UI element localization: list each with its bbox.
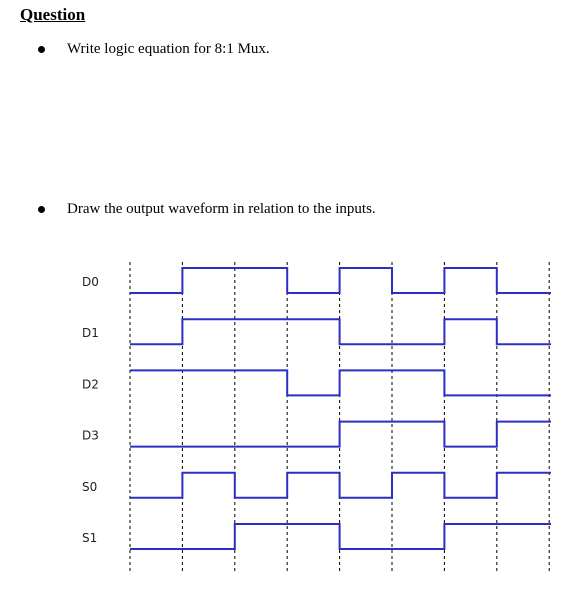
waveform-d0 [130, 268, 551, 293]
waveform-d3 [130, 422, 551, 447]
signal-label-d0: D0 [82, 275, 99, 289]
signal-label-d1: D1 [82, 326, 99, 341]
question-text-2: Draw the output waveform in relation to the inputs. [67, 201, 376, 217]
question-heading: Question [20, 5, 86, 24]
waveform-s1 [130, 524, 551, 549]
waveform-d2 [130, 370, 551, 395]
question-text-1: Write logic equation for 8:1 Mux. [67, 41, 270, 57]
waveform-s0 [130, 473, 551, 498]
waveform-d1 [130, 319, 551, 344]
signal-label-d3: D3 [82, 428, 99, 443]
signal-label-s1: S1 [82, 531, 98, 545]
signal-label-d2: D2 [82, 377, 99, 392]
signal-label-s0: S0 [82, 479, 98, 494]
